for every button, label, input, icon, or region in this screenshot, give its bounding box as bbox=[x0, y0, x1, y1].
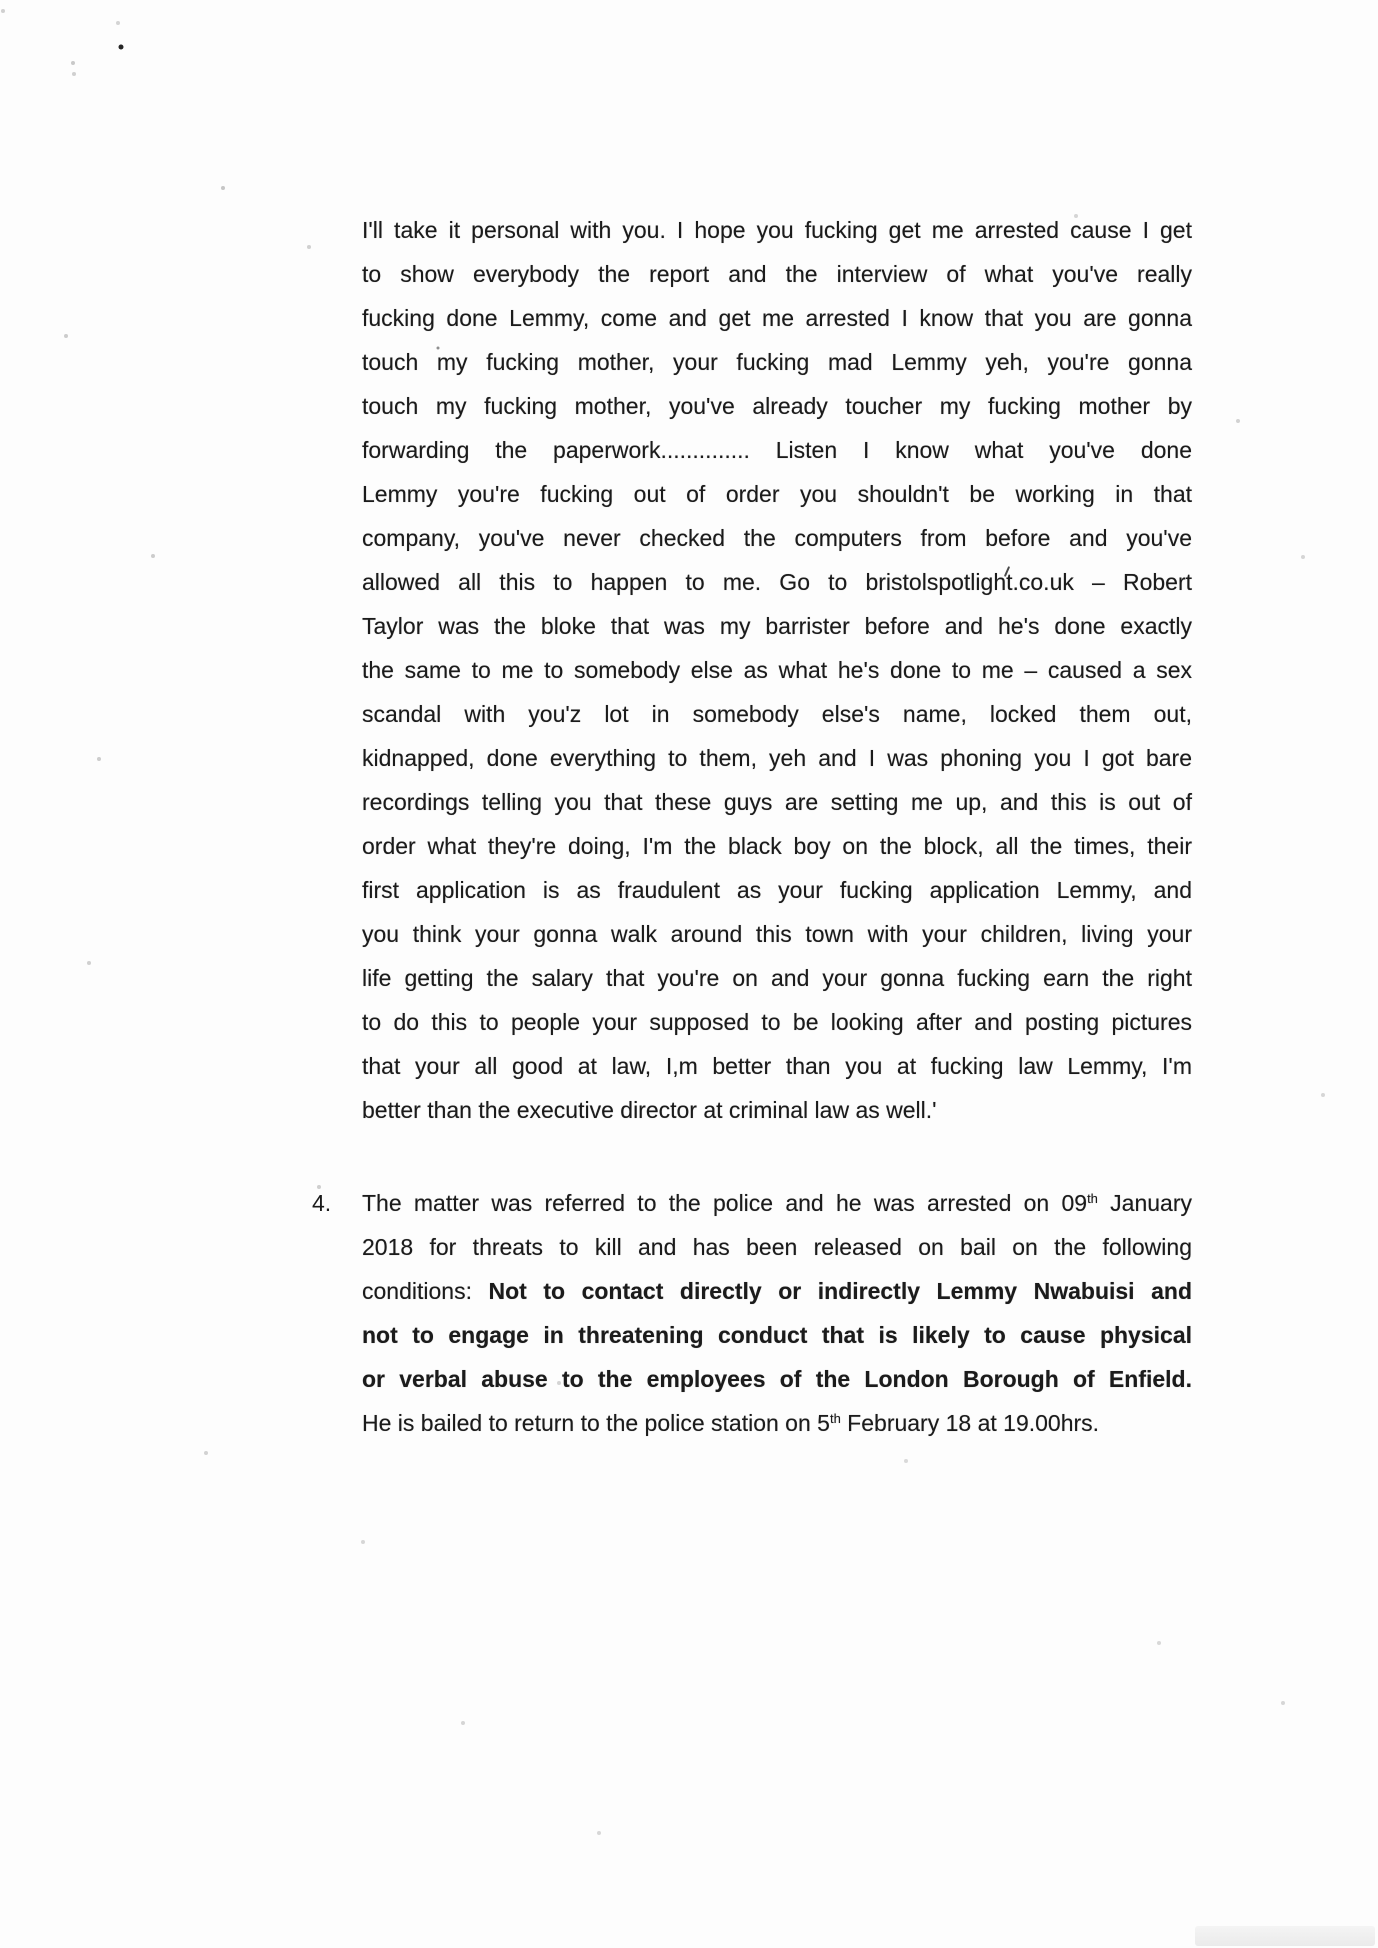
text-line bbox=[362, 1357, 1192, 1401]
text-line bbox=[362, 1313, 1192, 1357]
text-line bbox=[362, 340, 1192, 384]
text-line bbox=[362, 912, 1192, 956]
quoted-statement-block bbox=[362, 208, 1192, 1132]
text-segment: He is bailed to return to the police station on 5 bbox=[362, 1410, 830, 1436]
text-line bbox=[362, 736, 1192, 780]
text-segment: that your all good at law, I,m better than you at fucking law Lemmy, I'm bbox=[362, 1053, 1192, 1079]
text-line bbox=[362, 1088, 1192, 1132]
text-segment: I'll take it personal with you. I hope you fucking get me arrested cause I get bbox=[362, 217, 1192, 243]
text-line bbox=[362, 1000, 1192, 1044]
text-line bbox=[362, 604, 1192, 648]
numbered-paragraph-4 bbox=[312, 1181, 1192, 1445]
text-segment: allowed all this to happen to me. Go to bristolspotlight.co.uk – Robert bbox=[362, 569, 1192, 595]
superscript-text: th bbox=[829, 1411, 841, 1426]
text-line bbox=[362, 1401, 1192, 1445]
text-segment: or verbal abuse to the employees of the London Borough of Enfield. bbox=[362, 1366, 1192, 1392]
text-line bbox=[362, 208, 1192, 252]
text-segment: forwarding the paperwork.............. Listen I know what you've done bbox=[362, 437, 1192, 463]
text-segment: conditions: bbox=[362, 1278, 489, 1304]
scan-noise-specks bbox=[0, 0, 2, 2]
text-line bbox=[362, 560, 1192, 604]
text-line bbox=[362, 956, 1192, 1000]
text-segment: touch my fucking mother, you've already toucher my fucking mother by bbox=[362, 393, 1192, 419]
text-line bbox=[362, 780, 1192, 824]
scan-smudge bbox=[1195, 1926, 1375, 1946]
text-segment: fucking done Lemmy, come and get me arrested I know that you are gonna bbox=[362, 305, 1192, 331]
text-line bbox=[362, 516, 1192, 560]
text-line bbox=[362, 1044, 1192, 1088]
text-line bbox=[362, 1225, 1192, 1269]
text-segment: Lemmy you're fucking out of order you shouldn't be working in that bbox=[362, 481, 1192, 507]
text-line bbox=[362, 472, 1192, 516]
text-line bbox=[362, 252, 1192, 296]
text-segment: scandal with you'z lot in somebody else's name, locked them out, bbox=[362, 701, 1192, 727]
text-segment: recordings telling you that these guys are setting me up, and this is out of bbox=[362, 789, 1192, 815]
text-segment: January bbox=[1097, 1190, 1192, 1216]
text-segment: order what they're doing, I'm the black boy on the block, all the times, their bbox=[362, 833, 1192, 859]
text-segment: first application is as fraudulent as your fucking application Lemmy, and bbox=[362, 877, 1192, 903]
text-segment: Taylor was the bloke that was my barrister before and he's done exactly bbox=[362, 613, 1192, 639]
text-line bbox=[362, 1181, 1192, 1225]
text-segment: The matter was referred to the police and he was arrested on 09 bbox=[362, 1190, 1088, 1216]
text-segment: to do this to people your supposed to be looking after and posting pictures bbox=[362, 1009, 1192, 1035]
text-segment: company, you've never checked the computers from before and you've bbox=[362, 525, 1192, 551]
paragraph-4-text bbox=[362, 1181, 1192, 1445]
text-segment: 2018 for threats to kill and has been released on bail on the following bbox=[362, 1234, 1192, 1260]
text-line bbox=[362, 692, 1192, 736]
text-segment: kidnapped, done everything to them, yeh and I was phoning you I got bare bbox=[362, 745, 1192, 771]
text-segment: to show everybody the report and the interview of what you've really bbox=[362, 261, 1192, 287]
text-line bbox=[362, 824, 1192, 868]
text-segment: life getting the salary that you're on and your gonna fucking earn the right bbox=[362, 965, 1192, 991]
text-segment: Not to contact directly or indirectly Lemmy Nwabuisi and bbox=[488, 1278, 1192, 1304]
text-segment: the same to me to somebody else as what he's done to me – caused a sex bbox=[362, 657, 1192, 683]
text-line bbox=[362, 1269, 1192, 1313]
text-line bbox=[362, 384, 1192, 428]
text-line bbox=[362, 296, 1192, 340]
text-segment: touch my fucking mother, your fucking mad Lemmy yeh, you're gonna bbox=[362, 349, 1192, 375]
text-segment: you think your gonna walk around this town with your children, living your bbox=[362, 921, 1192, 947]
text-segment: not to engage in threatening conduct that is likely to cause physical bbox=[362, 1322, 1192, 1348]
text-line bbox=[362, 648, 1192, 692]
text-segment: better than the executive director at criminal law as well.' bbox=[362, 1097, 937, 1123]
paragraph-number: 4. bbox=[312, 1190, 332, 1216]
text-segment: February 18 at 19.00hrs. bbox=[840, 1410, 1100, 1436]
text-line bbox=[362, 428, 1192, 472]
text-line bbox=[362, 868, 1192, 912]
superscript-text: th bbox=[1087, 1191, 1098, 1206]
